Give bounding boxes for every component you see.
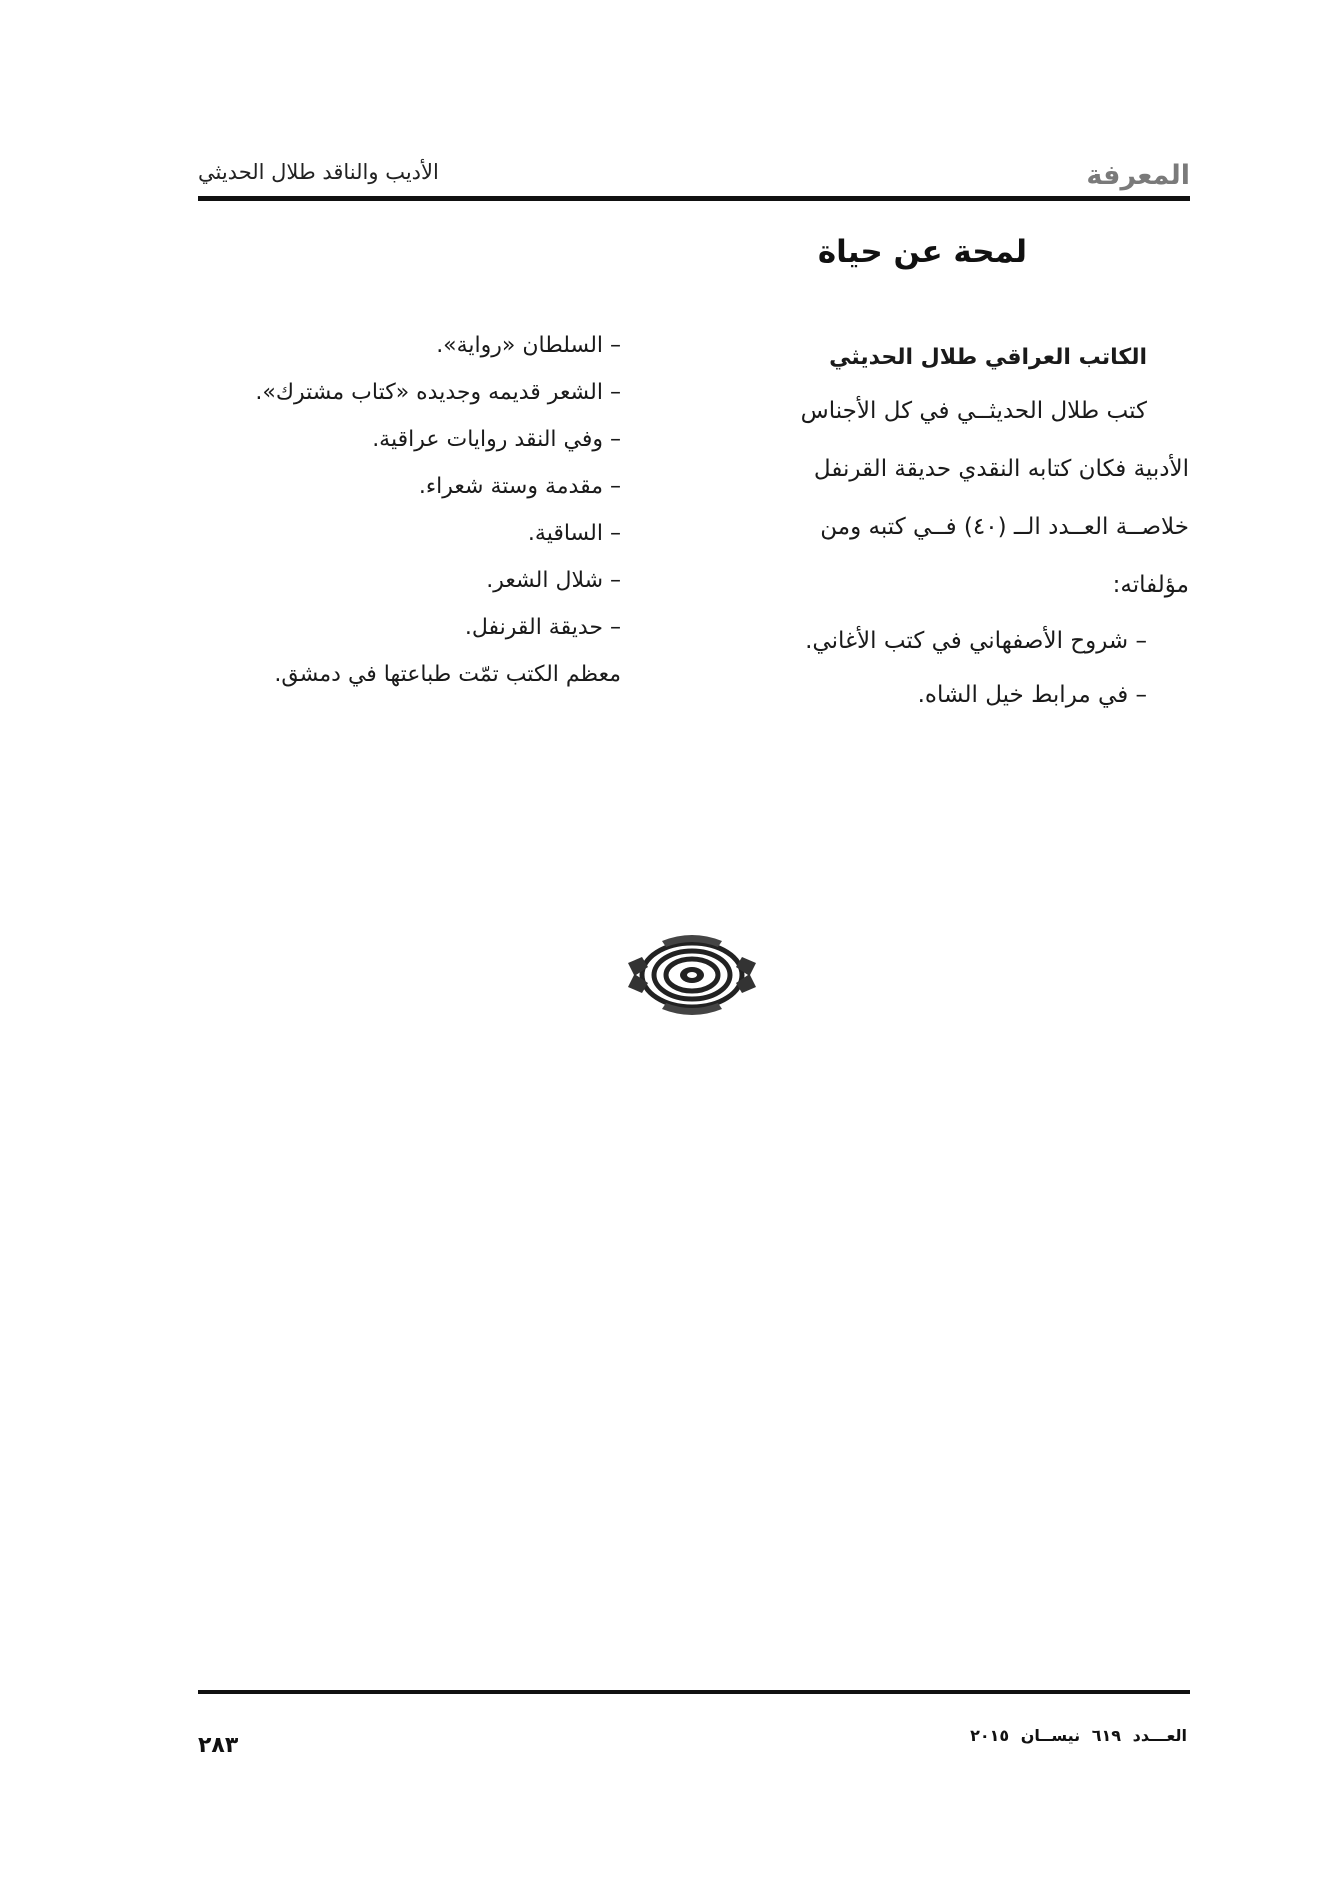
list-item: – مقدمة وستة شعراء. xyxy=(418,474,621,499)
footer-rule xyxy=(198,1690,1190,1694)
header-rule xyxy=(198,196,1190,201)
issue-info: العـــدد ٦١٩ نيســان ٢٠١٥ xyxy=(970,1726,1187,1745)
page-number: ٢٨٣ xyxy=(198,1733,239,1758)
closing-note: معظم الكتب تمّت طباعتها في دمشق. xyxy=(274,662,621,687)
list-item: – في مرابط خيل الشاه. xyxy=(917,682,1147,708)
list-item: – شروح الأصفهاني في كتب الأغاني. xyxy=(805,628,1147,654)
running-title: الأديب والناقد طلال الحديثي xyxy=(198,160,439,184)
left-column xyxy=(181,322,621,698)
paragraph-line: مؤلفاته: xyxy=(1112,572,1189,598)
list-item: – الساقية. xyxy=(527,521,621,546)
section-title: لمحة عن حياة xyxy=(817,234,1027,270)
page-header xyxy=(198,150,1190,200)
list-item: – الشعر قديمه وجديده «كتاب مشترك». xyxy=(255,380,621,405)
list-item: – السلطان «رواية». xyxy=(436,333,621,358)
list-item: – شلال الشعر. xyxy=(486,568,621,593)
right-column xyxy=(724,338,1189,722)
paragraph-line: الأدبية فكان كتابه النقدي حديقة القرنفل xyxy=(813,456,1189,482)
intro-paragraph xyxy=(724,382,1189,614)
magazine-logo: المعرفة xyxy=(1086,160,1190,191)
list-item: – وفي النقد روايات عراقية. xyxy=(372,427,621,452)
ornament-icon xyxy=(622,935,762,1015)
article-subtitle: الكاتب العراقي طلال الحديثي xyxy=(829,345,1147,370)
paragraph-line: كتب طلال الحديثــي في كل الأجناس xyxy=(800,398,1147,424)
paragraph-line: خلاصــة العــدد الــ (٤٠) فــي كتبه ومن xyxy=(820,514,1189,540)
list-item: – حديقة القرنفل. xyxy=(464,615,621,640)
